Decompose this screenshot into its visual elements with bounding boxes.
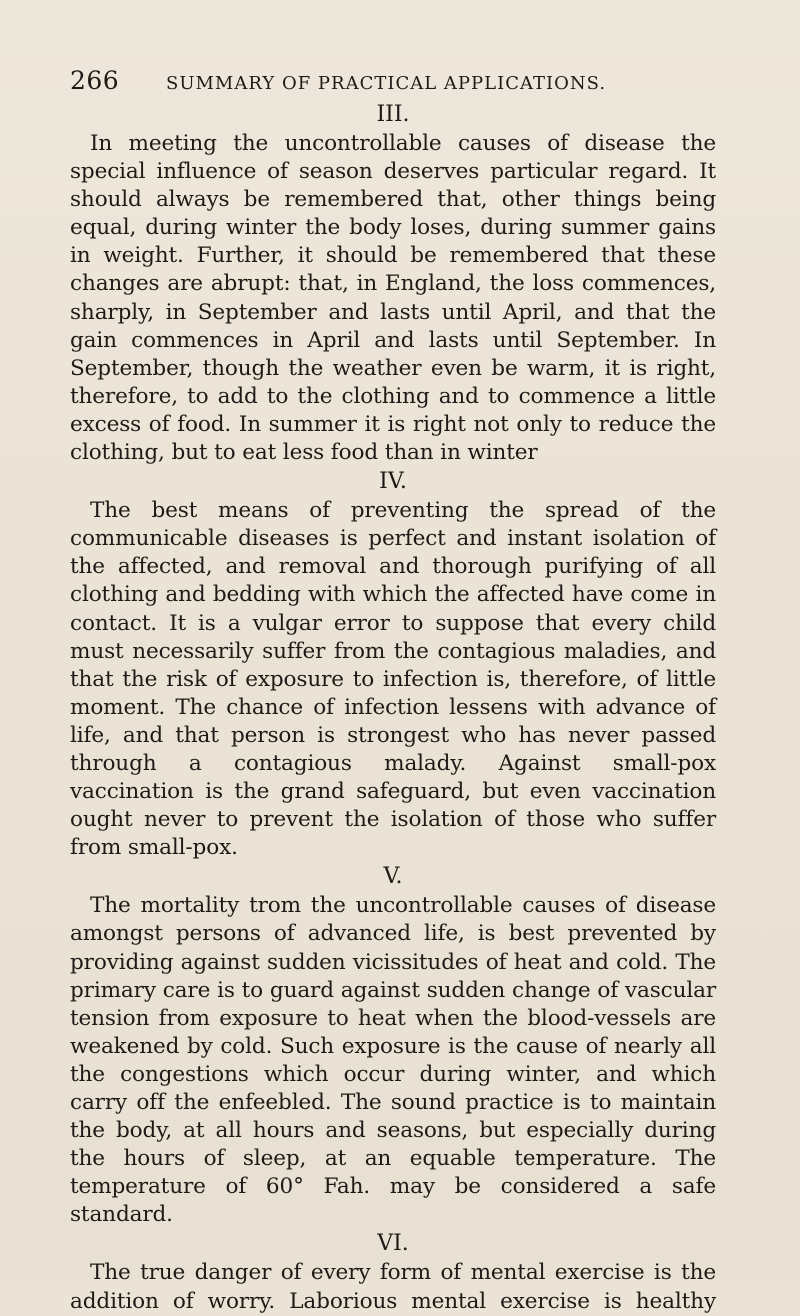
section-iii [70, 100, 716, 467]
section-numeral: VI. [377, 1231, 409, 1257]
section-numeral: V. [383, 864, 403, 890]
section-iv [70, 467, 716, 862]
section-paragraph: In meeting the uncontrollable causes of disease the special influence of season deserves particular regard. It should always be remembered that, other things being equal, during winter the body loses, during summer gains in weight. Further, it should be remembered that these changes are abrupt: that, in England, the loss commences, sharply, in September and lasts until April, and that the gain commences in April and lasts until September. In September, though the weather even be warm, it is right, therefore, to add to the clothing and to commence a little excess of food. In summer it is right not only to reduce the clothing, but to eat less food than in winter [70, 131, 716, 466]
section-paragraph: The best means of preventing the spread of the communicable diseases is perfect and instant isolation of the affected, and removal and thorough purifying of all clothing and bedding with which the affected have come in contact. It is a vulgar error to suppose that every child must necessarily suffer from the contagious maladies, and that the risk of exposure to infection is, therefore, of little moment. The chance of infection lessens with advance of life, and that person is strongest who has never passed through a contagious malady. Against small-pox vaccination is the grand safeguard, but even vaccination ought never to prevent the isolation of those who suffer from small-pox. [70, 498, 716, 861]
running-head [70, 66, 716, 100]
section-paragraph: The mortality trom the uncontrollable causes of disease amongst persons of advanced life, is best prevented by providing against sudden vicissitudes of heat and cold. The primary care is to guard against sudden change of vascular tension from exposure to heat when the blood-vessels are weakened by cold. Such exposure is the cause of nearly all the congestions which occur during winter, and which carry off the enfeebled. The sound practice is to maintain the body, at all hours and seasons, but especially during the hours of sleep, at an equable temperature. The temperature of 60° Fah. may be considered a safe standard. [70, 893, 716, 1228]
section-vi [70, 1229, 716, 1315]
section-paragraph: The true danger of every form of mental exercise is the addition of worry. Laborious mental exercise is healthy [70, 1260, 716, 1314]
running-title: SUMMARY OF PRACTICAL APPLICATIONS. [166, 73, 607, 94]
section-v [70, 862, 716, 1229]
section-numeral: III. [376, 102, 410, 127]
page-number: 266 [70, 66, 120, 95]
section-numeral: IV. [379, 469, 407, 495]
